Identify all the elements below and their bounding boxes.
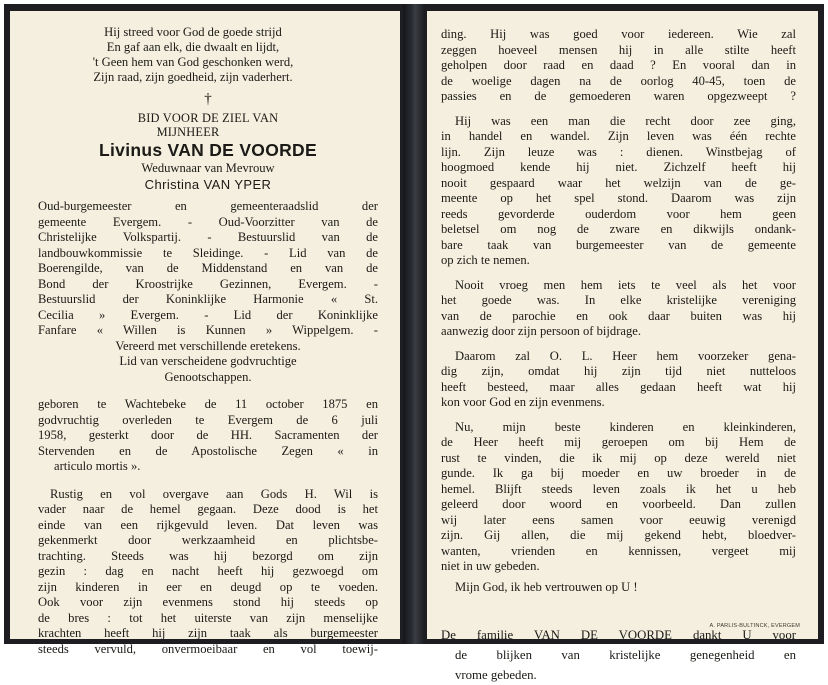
text-line: meente op het spel stond. Daarom was zijn xyxy=(441,191,796,205)
text-line: krachten heeft hij zijn taak als burgemeester xyxy=(38,626,378,640)
spouse-name: Christina VAN YPER xyxy=(144,177,272,192)
prayer-line xyxy=(441,580,796,596)
text-line: op zich te nemen. xyxy=(441,253,530,267)
text-line: in handel en wandel. Zijn leven was één rechte xyxy=(441,129,796,143)
text-line: godvruchtig overleden te Evergem de 6 juli xyxy=(38,412,378,427)
poem-line: Zijn raad, zijn goedheid, zijn vaderhert. xyxy=(93,70,293,84)
text-line: wij later eens samen voor eeuwig verenigd xyxy=(441,512,796,527)
text-line: Boerengilde, van de Middenstand en van de xyxy=(38,261,378,275)
text-line: Bond der Kroostrijke Gezinnen, Evergem. - xyxy=(38,276,378,291)
text-line: landbouwkommissie te Sleidinge. - Lid van de xyxy=(38,245,378,260)
text-line: Oud-burgemeester en gemeenteraadslid der xyxy=(38,199,378,213)
text-line: 1958, gesterkt door de HH. Sacramenten der xyxy=(38,428,378,442)
text-line: Stervenden en de Apostolische Zegen « in xyxy=(38,443,378,458)
printer-credit: A. PARLIS-BULTINCK, EVERGEM xyxy=(709,623,800,629)
poem-line: Hij streed voor God de goede strijd xyxy=(104,25,282,39)
text-line: Vereerd met verschillende eretekens. xyxy=(115,338,301,353)
text-line: Hij was een man die recht door zee ging, xyxy=(455,113,796,128)
text-line: reeds gevorderde ouderdom voor hem geen xyxy=(441,206,796,221)
text-line: gunde. Ik ga bij moeder en uw broeder in de xyxy=(441,466,796,480)
text-line: Christelijke Volkspartij. - Bestuurslid van de xyxy=(38,230,378,244)
text-line: heeft besteed, maar alles gedaan heeft wat hij xyxy=(441,379,796,394)
birth-death-paragraph xyxy=(38,397,378,475)
text-line: Nooit vroeg men hem iets te veel als het voor xyxy=(455,277,796,292)
goodness-paragraph xyxy=(441,27,796,105)
deceased-name: Livinus VAN DE VOORDE xyxy=(99,140,317,160)
poem-line: 't Geen hem van God geschonken werd, xyxy=(92,55,294,69)
text-line: van de parochie en ook daar buiten was hij xyxy=(441,308,796,323)
grace-paragraph xyxy=(441,349,796,411)
text-line: Mijn God, ik heb vertrouwen op U ! xyxy=(455,579,638,594)
functions-paragraph xyxy=(38,199,378,385)
widower-line: Weduwnaar van Mevrouw xyxy=(141,161,275,175)
text-line: ding. Hij was goed voor iedereen. Wie zal xyxy=(441,27,796,41)
left-page xyxy=(10,11,400,656)
right-page xyxy=(427,11,818,682)
text-line: geboren te Wachtebeke de 11 october 1875 en xyxy=(38,397,378,411)
text-line: trachting. Steeds was hij bezorgd om zijn xyxy=(38,548,378,563)
text-line: bare taak van burgemeester van de gemeente xyxy=(441,237,796,252)
text-line: geleerd door woord en voorbeeld. Dan zullen xyxy=(441,497,796,511)
text-line: Bestuurslid der Koninklijke Harmonie « St. xyxy=(38,292,378,306)
farewell-paragraph xyxy=(441,420,796,575)
text-line: niet in uw gebeden. xyxy=(441,559,540,573)
life-paragraph xyxy=(38,487,378,658)
text-line: vader naar de hemel gegaan. Deze dood is het xyxy=(38,502,378,516)
title-mijnheer: MIJNHEER xyxy=(156,125,220,139)
text-line: kon voor God en zijn evenmens. xyxy=(441,395,605,409)
text-line: geholpen door raad en daad ? En vooral dan in xyxy=(441,58,796,72)
text-line: lijn. Zijn leuze was : dienen. Winstbejag of xyxy=(441,144,796,159)
text-line: rust te vinden, die ik mij op deze wereld niet xyxy=(441,450,796,465)
text-line: aanwezig door zijn persoon of bijdrage. xyxy=(441,324,642,338)
text-line: Daarom zal O. L. Heer hem voorzeker gena- xyxy=(455,348,796,363)
text-line: zijn. Gij allen, die mij gekend hebt, bloedver- xyxy=(441,528,796,542)
text-line: vrome gebeden. xyxy=(455,668,537,682)
text-line: Cecilia » Evergem. - Lid der Koninklijke xyxy=(38,307,378,322)
card-fold xyxy=(403,4,425,644)
association-paragraph xyxy=(441,278,796,340)
prayer-heading: BID VOOR DE ZIEL VAN xyxy=(137,111,279,125)
text-line: dig zijn, omdat hij zijn tijd niet nutteloos xyxy=(441,364,796,378)
text-line: gezin : dag en nacht heeft hij gezwoegd om xyxy=(38,564,378,578)
text-line: Lid van verscheidene godvruchtige xyxy=(119,354,297,368)
text-line: gemeente Evergem. - Oud-Voorzitter van de xyxy=(38,214,378,229)
text-line: hoogmoed kende hij niet. Zichzelf heeft hij xyxy=(441,160,796,174)
cross-icon: † xyxy=(204,91,212,107)
text-line: de bres : tot het uiterste van zijn menselijke xyxy=(38,610,378,625)
text-line: de Heer heeft mij geroepen om bij Hem de xyxy=(441,435,796,449)
text-line: de blijken van kristelijke genegenheid en xyxy=(455,648,796,662)
text-line: wanten, vrienden en kennissen, vergeet mij xyxy=(441,543,796,558)
text-line: beletsel om nog de zware en dikwijls ondank- xyxy=(441,222,796,236)
text-line: zijn kinderen in eer en deugd op te voeden. xyxy=(38,579,378,594)
text-line: de woelige dagen na de oorlog 40-45, toen de xyxy=(441,73,796,88)
family-thanks xyxy=(441,625,796,685)
text-line: einde van een rijkgevuld leven. Dat leven was xyxy=(38,517,378,532)
text-line: hemel. Blijft steeds leven zoals ik het u heb xyxy=(441,481,796,496)
text-line: Genootschappen. xyxy=(164,369,252,384)
text-line: het goede was. In elke kristelijke vereniging xyxy=(441,293,796,307)
text-line: nooit gespaard waar het welzijn van de ge- xyxy=(441,175,796,190)
text-line: Fanfare « Willen is Kunnen » Wippelgem. - xyxy=(38,323,378,337)
poem xyxy=(8,25,378,85)
text-line: De familie VAN DE VOORDE dankt U voor xyxy=(441,628,796,642)
text-line: passies en de gemoederen waren opgezweept ? xyxy=(441,89,796,103)
text-line: gekenmerkt door werkzaamheid en plichtsbe- xyxy=(38,533,378,547)
text-line: steeds vervuld, onvermoeibaar en vol toewij- xyxy=(38,641,378,656)
character-paragraph xyxy=(441,114,796,269)
poem-line: En gaf aan elk, die dwaalt en lijdt, xyxy=(106,40,280,54)
text-line: zeggen hoeveel mensen hij in alle stilte heeft xyxy=(441,42,796,57)
text-line: Nu, mijn beste kinderen en kleinkinderen, xyxy=(455,419,796,434)
text-line: Ook voor zijn evenmens stond hij steeds op xyxy=(38,595,378,609)
text-line: articulo mortis ». xyxy=(54,459,141,473)
text-line: Rustig en vol overgave aan Gods H. Wil is xyxy=(50,486,378,501)
